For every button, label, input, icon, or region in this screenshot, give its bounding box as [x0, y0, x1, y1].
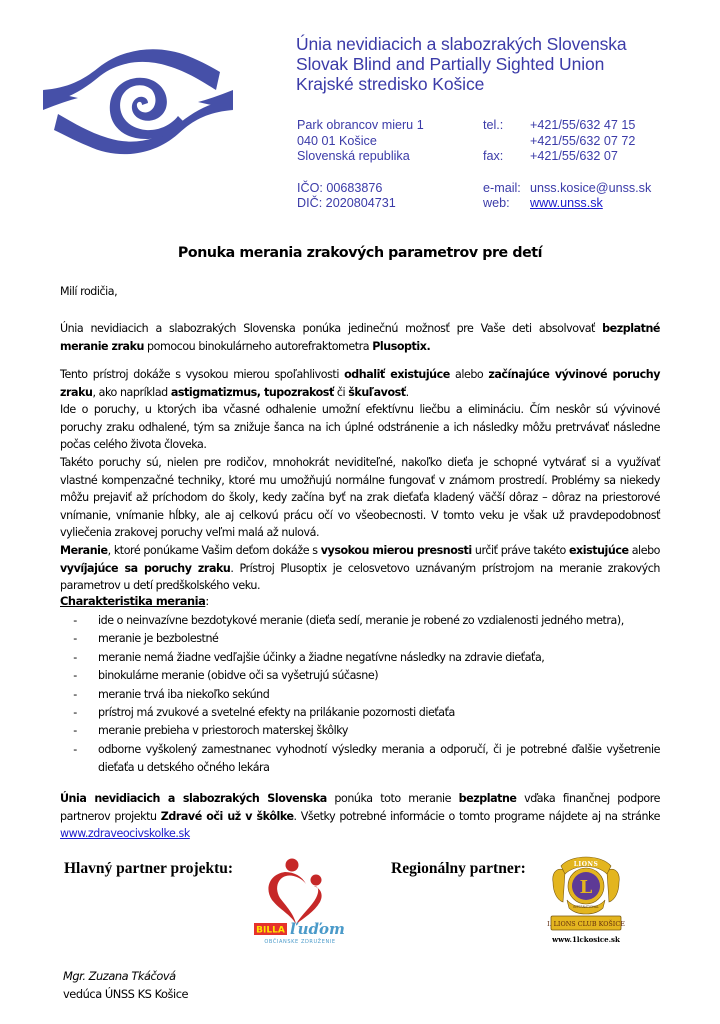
- tel-2: +421/55/632 07 72: [530, 133, 636, 148]
- web-link[interactable]: www.unss.sk: [530, 196, 603, 210]
- paragraph-partners: Únia nevidiacich a slabozrakých Slovenska ponúka toto meranie bezplatne vďaka finančnej podpore partnerov projektu Zdravé oči už v škôlke. Všetky potrebné informácie o tomto programe nájdete aj na stránke www.zdraveocivskolke.sk: [60, 792, 660, 841]
- fax-number: +421/55/632 07: [530, 149, 618, 163]
- paragraph-intro: Únia nevidiacich a slabozrakých Slovenska ponúka jedinečnú možnosť pre Vaše deti absolvovať bezplatné meranie zraku pomocou binokulárneho autorefraktometra Plusoptix.: [60, 322, 660, 353]
- list-item: - ide o neinvazívne bezdotykové meranie (dieťa sedí, meranie je robené zo vzdialenosti jedného metra),: [73, 614, 624, 627]
- ico: IČO: 00683876: [297, 180, 383, 195]
- tel-1: +421/55/632 47 15: [530, 118, 636, 132]
- main-partner-label: Hlavný partner projektu:: [64, 860, 234, 877]
- signatory-name: Mgr. Zuzana Tkáčová: [63, 969, 176, 983]
- email-address[interactable]: unss.kosice@unss.sk: [530, 180, 652, 195]
- contact-values: [530, 118, 651, 212]
- svg-text:INTERNATIONAL: INTERNATIONAL: [573, 905, 599, 909]
- svg-text:www.1lckosice.sk: www.1lckosice.sk: [552, 935, 620, 944]
- greeting: Milí rodičia,: [60, 285, 118, 298]
- lions-club-logo-icon: [547, 852, 625, 946]
- address-country: Slovenská republika: [297, 149, 410, 163]
- address-street: Park obrancov mieru 1: [297, 118, 424, 132]
- signatory-role: vedúca ÚNSS KS Košice: [63, 986, 189, 1001]
- characteristics-list: [60, 612, 660, 778]
- regional-partner-label: Regionálny partner:: [391, 860, 526, 877]
- list-item: - prístroj má zvukové a svetelné efekty na prilákanie pozornosti dieťaťa: [73, 706, 455, 720]
- email-label: e-mail:: [483, 180, 521, 195]
- address-block: [297, 118, 424, 212]
- web-label: web:: [483, 196, 510, 210]
- list-item: - meranie je bezbolestné: [73, 632, 219, 646]
- org-name-sk: Únia nevidiacich a slabozrakých Slovenska: [296, 34, 627, 54]
- dic: DIČ: 2020804731: [297, 196, 396, 210]
- svg-text:BILLA: BILLA: [256, 925, 285, 936]
- svg-text:LIONS: LIONS: [573, 861, 599, 868]
- list-item: - meranie prebieha v priestoroch materskej škôlky: [73, 724, 348, 738]
- tel-label: tel.:: [483, 118, 504, 132]
- list-item: - binokulárne meranie (obidve oči sa vyšetrujú súčasne): [73, 669, 379, 683]
- unss-eye-logo-icon: [38, 42, 238, 172]
- svg-text:I. LIONS CLUB KOŠICE: I. LIONS CLUB KOŠICE: [547, 920, 625, 928]
- paragraph-device: Tento prístroj dokáže s vysokou mierou spoľahlivosti odhaliť existujúce alebo začínajúce vývinové poruchy zraku, ako napríklad astigmatizmus, tupozrakosť či škuľavosť. Ide o poruchy, u ktorých iba včasné odhalenie umožní efektívnu liečbu a elimináciu. Čím neskôr sú vývinové poruchy zraku odhalené, tým sa znižuje šanca na ich úplné odstránenie a ich následky môžu pretrvávať následne počas celého života človeka. Takéto poruchy sú, nielen pre rodičov, mnohokrát neviditeľné, nakoľko dieťa je schopné vytvárať si a využívať vlastné kompenzačné techniky, ktoré mu umožňujú normálne fungovať v známom prostredí. Problémy sa niekedy môžu prejaviť až príchodom do školy, kedy začína byť na zrak dieťaťa kladený väčší dôraz – dôraz na priestorové vnímanie, vnímanie hĺbky, ale aj celkovú prácu očí vo všeobecnosti. V tomto veku je však už pravdepodobnosť vyliečenia zrakovej poruchy veľmi malá až nulová. Meranie, ktoré ponúkame Vašim deťom dokáže s vysokou mierou presnosti určiť práve takéto existujúce alebo vyvíjajúce sa poruchy zraku. Prístroj Plusoptix je celosvetovo uznávaným prístrojom na meranie zrakových parametrov u detí predškolského veku.: [60, 368, 660, 593]
- org-name-en: Slovak Blind and Partially Sighted Union: [296, 54, 605, 74]
- billa-ludom-logo-icon: [250, 858, 350, 946]
- svg-text:ľuďom: ľuďom: [290, 920, 345, 938]
- svg-text:L: L: [579, 877, 593, 898]
- org-name-block: [296, 34, 627, 94]
- characteristics-heading: Charakteristika merania:: [60, 594, 209, 608]
- list-item: - odborne vyškolený zamestnanec vyhodnotí výsledky merania a odporučí, či je potrebné ďalšie vyšetrenie dieťaťa u detského očného lekára: [73, 742, 660, 775]
- svg-text:OBČIANSKE ZDRUŽENIE: OBČIANSKE ZDRUŽENIE: [264, 939, 336, 945]
- project-website-link[interactable]: www.zdraveocivskolke.sk: [60, 827, 190, 841]
- signature-block: [63, 968, 188, 1003]
- contact-labels: [483, 118, 521, 212]
- document-title: Ponuka merania zrakových parametrov pre detí: [177, 245, 543, 261]
- fax-label: fax:: [483, 149, 504, 163]
- org-branch: Krajské stredisko Košice: [296, 74, 485, 94]
- list-item: - meranie trvá iba niekoľko sekúnd: [73, 687, 270, 701]
- address-city: 040 01 Košice: [297, 133, 377, 148]
- list-item: - meranie nemá žiadne vedľajšie účinky a žiadne negatívne následky na zdravie dieťaťa,: [73, 650, 545, 664]
